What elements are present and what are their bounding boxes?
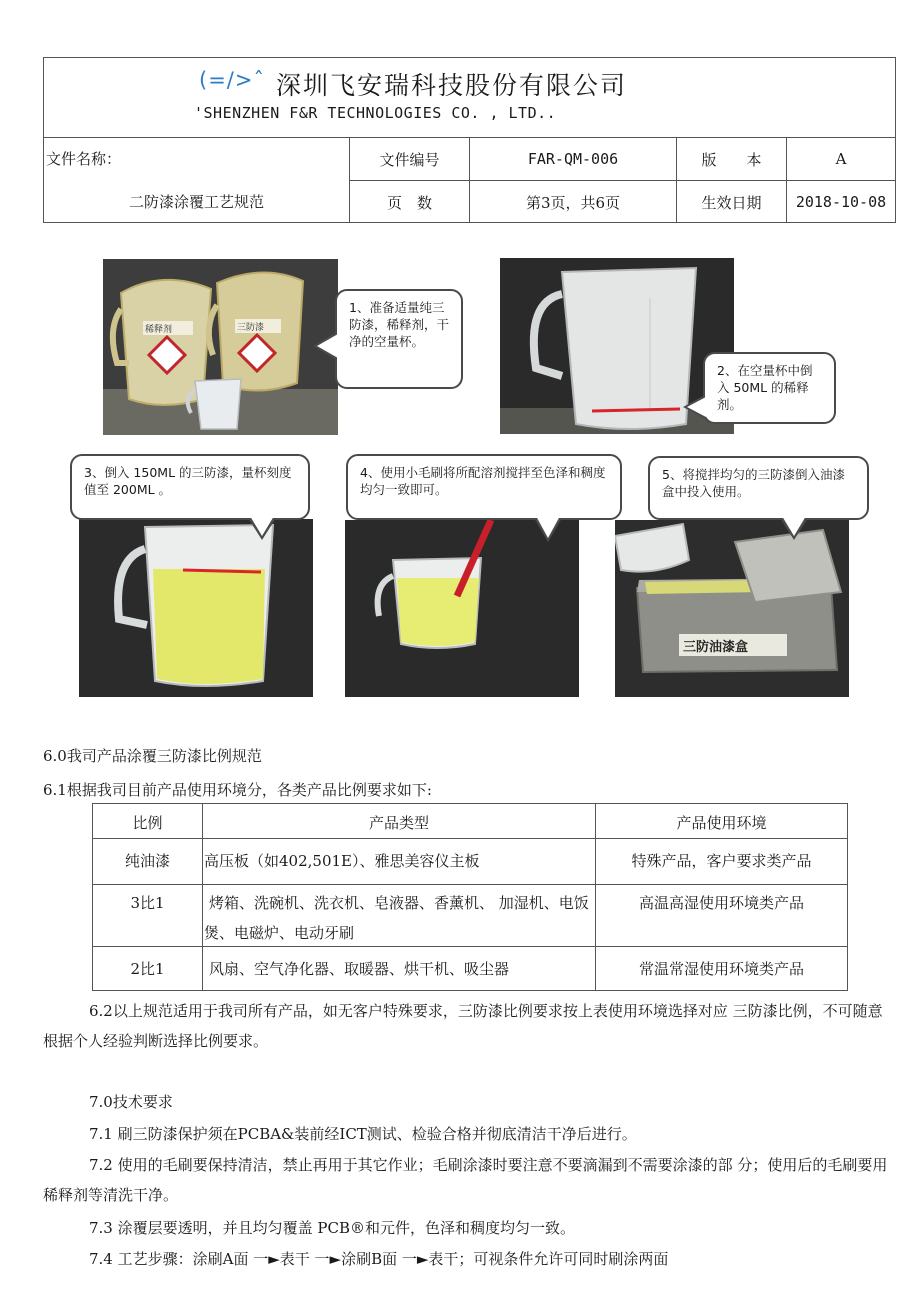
version-label: 版 本 — [701, 150, 762, 169]
photo-step-1 — [103, 259, 338, 435]
page-value: 第3页，共6页 — [525, 193, 621, 212]
section-7-item: 7.4 工艺步骤：涂刷A面 一►表干 一►涂刷B面 一►表干；可视条件允许可同时刷涂两面 — [89, 1250, 669, 1268]
effective-date-value: 2018-10-08 — [795, 193, 887, 211]
section-7-item: 7.1 刷三防漆保护须在PCBA&装前经ICT测试、检验合格并彻底清洁干净后进行。 — [89, 1125, 637, 1143]
doc-no-value: FAR-QM-006 — [527, 150, 619, 168]
table-cell: 3比1 — [130, 894, 165, 912]
company-name-cn: 深圳飞安瑞科技股份有限公司 — [276, 71, 628, 100]
table-cell: 2比1 — [130, 960, 165, 978]
table-header: 产品使用环境 — [676, 814, 767, 832]
photo-step-5 — [615, 520, 849, 697]
paint-box-illustration — [615, 520, 849, 697]
beaker-with-paint-illustration — [79, 519, 313, 697]
callout-step-1: 1、准备适量纯三防漆，稀释剂，干净的空量杯。 — [335, 289, 463, 389]
section-7-item: 7.2 使用的毛刷要保持清洁，禁止再用于其它作业；毛刷涂漆时要注意不要滴漏到不需要涂漆的部 分；使用后的毛刷要用稀释剂等清洗干净。 — [43, 1156, 888, 1204]
doc-no-label: 文件编号 — [379, 150, 440, 169]
doc-name-value: 二防漆涂覆工艺规范 — [128, 193, 264, 211]
table-cell: 烤箱、洗碗机、洗衣机、皂液器、香薰机、 加湿机、电饭煲、电磁炉、电动牙刷 — [204, 894, 589, 942]
document-header-table — [43, 57, 896, 223]
callout-step-3: 3、倒入 150ML 的三防漆，量杯刻度值至 200ML 。 — [70, 454, 310, 520]
paint-box-label: 三防油漆盒 — [683, 640, 749, 655]
section-7-item: 7.3 涂覆层要透明，并且均匀覆盖 PCB®和元件，色泽和稠度均匀一致。 — [89, 1219, 575, 1237]
callout-tail — [782, 516, 806, 536]
beakers-illustration — [103, 259, 338, 435]
page-label: 页 数 — [386, 193, 432, 212]
beaker-label-diluent: 稀释剂 — [145, 325, 173, 335]
stirring-illustration — [345, 520, 579, 697]
table-cell: 风扇、空气净化器、取暖器、烘干机、吸尘器 — [209, 960, 510, 978]
section-7-title: 7.0技术要求 — [89, 1093, 173, 1111]
callout-step-2: 2、在空量杯中倒入 50ML 的稀释剂。 — [703, 352, 836, 424]
table-header: 比例 — [132, 814, 163, 832]
photo-step-3 — [79, 519, 313, 697]
table-cell: 常温常湿使用环境类产品 — [638, 960, 804, 978]
callout-tail — [250, 516, 274, 536]
effective-date-label: 生效日期 — [701, 193, 762, 212]
photo-step-4 — [345, 520, 579, 697]
table-cell: 特殊产品，客户要求类产品 — [631, 852, 812, 870]
table-cell: 高压板（如402,501E）、雅思美容仪主板 — [204, 852, 480, 870]
ratio-table — [92, 803, 848, 991]
callout-step-4: 4、使用小毛刷将所配溶剂搅拌至色泽和稠度均匀一致即可。 — [346, 454, 622, 520]
callout-tail — [536, 516, 560, 538]
section-6-1-intro: 6.1根据我司目前产品使用环境分，各类产品比例要求如下: — [43, 781, 432, 799]
divider — [93, 884, 847, 885]
version-value: A — [835, 150, 847, 168]
callout-step-5: 5、将搅拌均匀的三防漆倒入油漆盒中投入使用。 — [648, 456, 869, 520]
callout-tail — [687, 397, 706, 417]
section-6-title: 6.0我司产品涂覆三防漆比例规范 — [43, 747, 262, 765]
company-name-en: 'SHENZHEN F&R TECHNOLOGIES CO. , LTD.. — [194, 104, 557, 122]
doc-name-label: 文件名称： — [46, 150, 122, 168]
table-cell: 高温高湿使用环境类产品 — [638, 894, 804, 912]
divider — [93, 838, 847, 839]
callout-tail — [317, 334, 338, 358]
table-header: 产品类型 — [368, 814, 429, 832]
table-cell: 纯油漆 — [124, 852, 170, 870]
company-logo: (=/>ˆ — [199, 68, 265, 92]
beaker-label-paint: 三防漆 — [237, 323, 265, 333]
section-6-2-note: 6.2以上规范适用于我司所有产品，如无客户特殊要求，三防漆比例要求按上表使用环境选择对应 三防漆比例，不可随意根据个人经验判断选择比例要求。 — [43, 1002, 883, 1050]
